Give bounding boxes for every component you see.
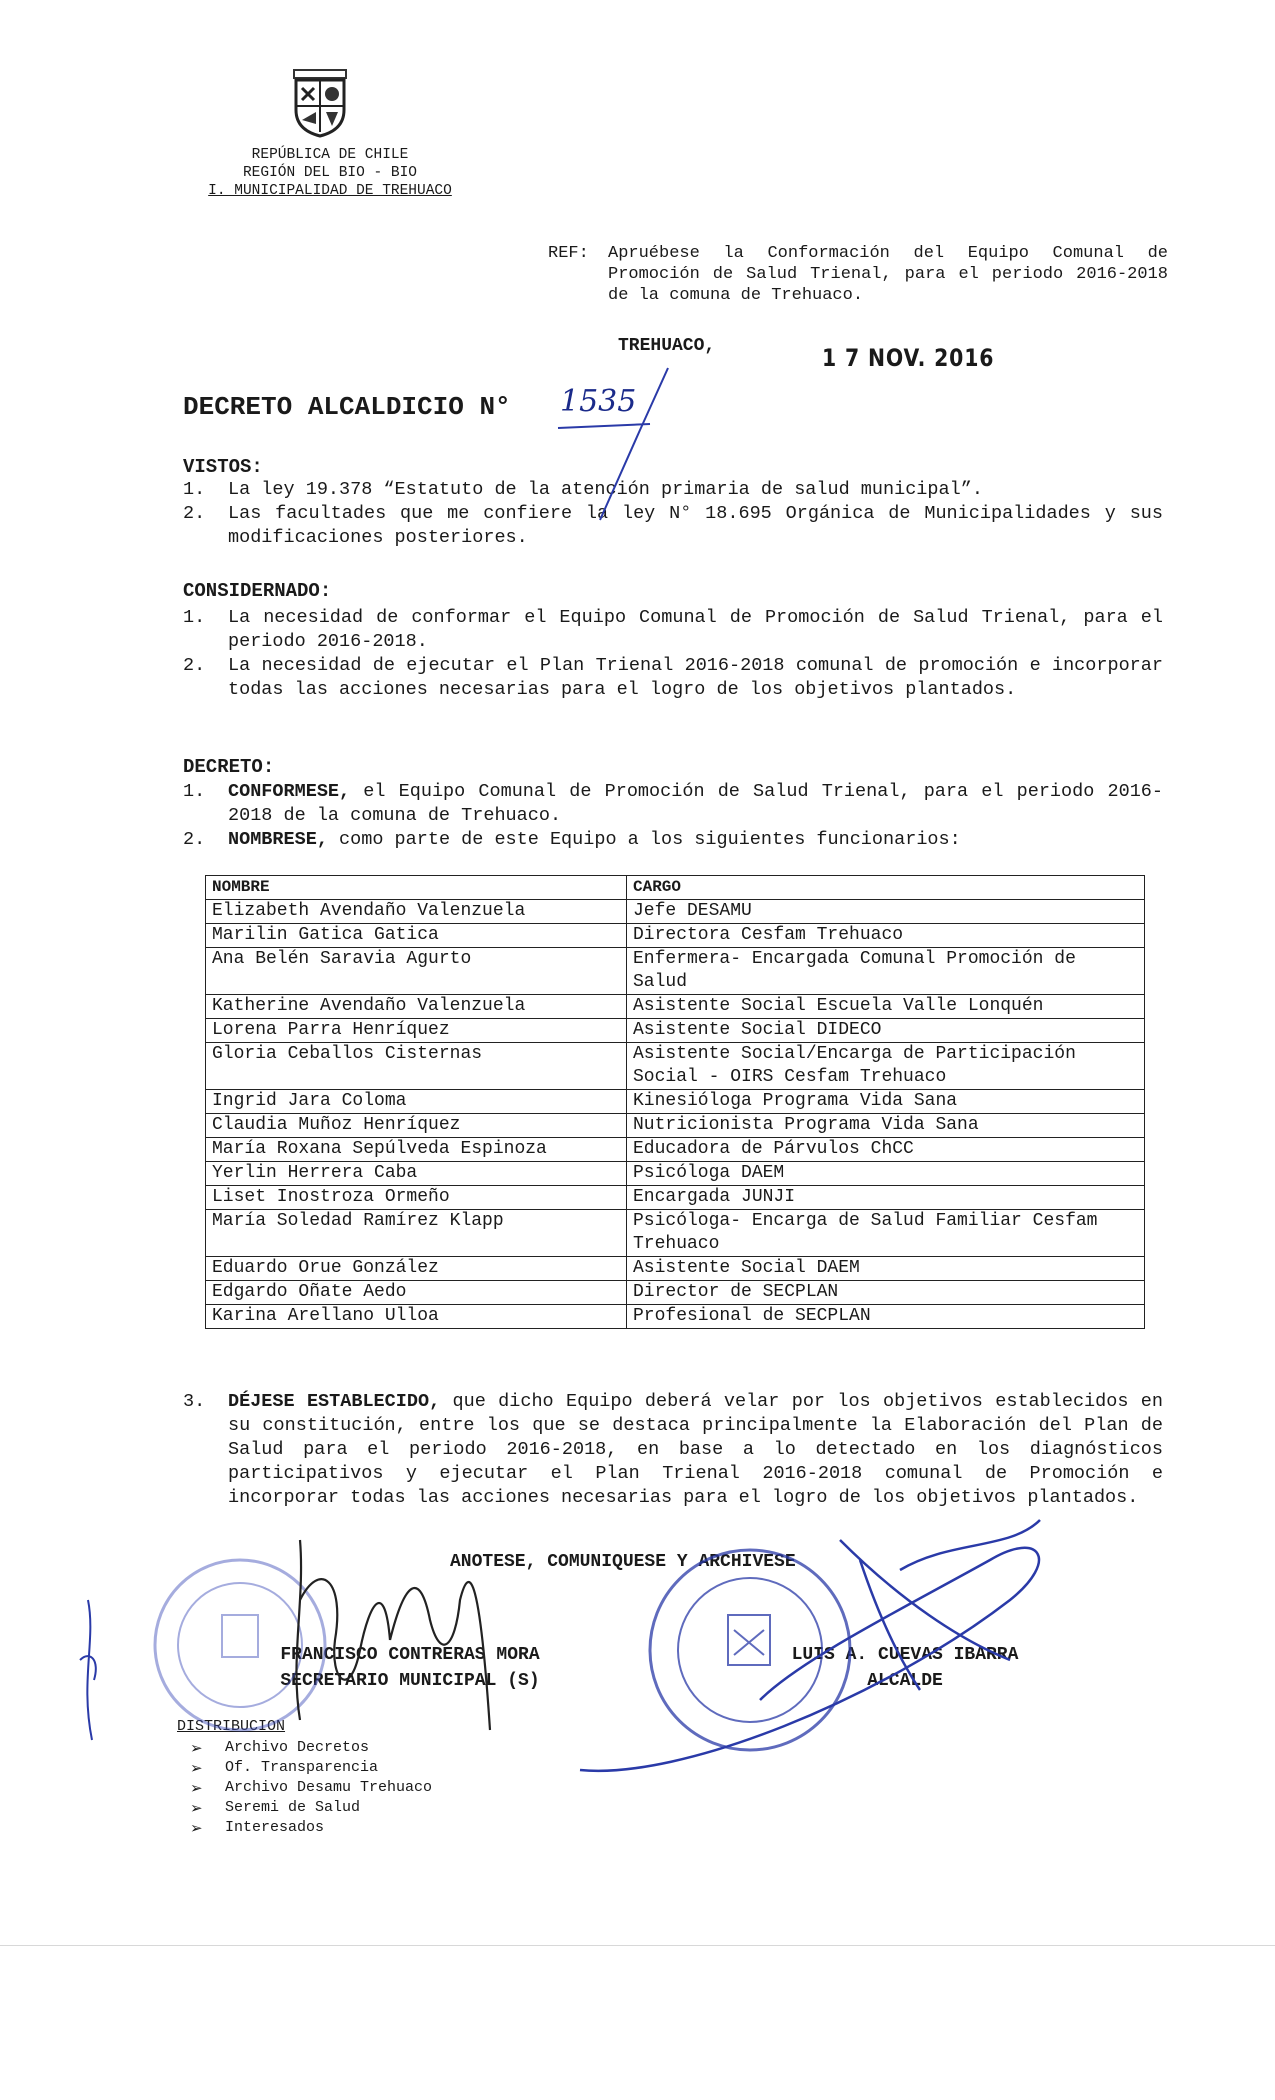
list-item: 2. La necesidad de ejecutar el Plan Trienal 2016-2018 comunal de promoción e incorporar todas las acciones necesarias para el logro de los objetivos plantados. <box>183 655 1163 700</box>
list-item: ➢ Archivo Desamu Trehuaco <box>190 1779 433 1797</box>
cell-role: Educadora de Párvulos ChCC <box>627 1138 1145 1162</box>
decreto-list-continued <box>183 1390 1163 1510</box>
cell-name: Ana Belén Saravia Agurto <box>206 948 627 995</box>
cell-name: María Roxana Sepúlveda Espinoza <box>206 1138 627 1162</box>
decreto-heading: DECRETO: <box>183 756 275 778</box>
ref-text: Apruébese la Conformación del Equipo Comunal de Promoción de Salud Trienal, para el periodo 2016-2018 de la comuna de Trehuaco. <box>608 244 1168 305</box>
cell-name: Gloria Ceballos Cisternas <box>206 1043 627 1090</box>
list-item: 1. CONFORMESE, el Equipo Comunal de Promoción de Salud Trienal, para el periodo 2016-2018 de la comuna de Trehuaco. <box>183 781 1163 826</box>
decree-number-underline <box>558 424 650 428</box>
cell-role: Asistente Social Escuela Valle Lonquén <box>627 995 1145 1019</box>
table-row <box>206 948 1145 995</box>
cell-role: Jefe DESAMU <box>627 900 1145 924</box>
table-row <box>206 1090 1145 1114</box>
distribution-list <box>190 1738 432 1838</box>
header-region: REGIÓN DEL BIO - BIO <box>242 165 418 181</box>
staff-table <box>205 875 1145 1329</box>
cell-role: Psicóloga DAEM <box>627 1162 1145 1186</box>
cell-role: Enfermera- Encargada Comunal Promoción de Salud <box>627 948 1145 995</box>
signer-name: LUIS A. CUEVAS IBARRA <box>791 1645 1019 1665</box>
margin-mark <box>80 1600 96 1740</box>
table-row <box>206 900 1145 924</box>
closing-formula: ANOTESE, COMUNIQUESE Y ARCHIVESE <box>450 1552 796 1572</box>
table-row <box>206 995 1145 1019</box>
considerando-heading: CONSIDERNADO: <box>183 580 332 602</box>
arrow-bullet-icon: ➢ <box>190 1819 203 1837</box>
list-item: ➢ Archivo Decretos <box>190 1739 370 1757</box>
cell-name: Lorena Parra Henríquez <box>206 1019 627 1043</box>
cell-name: Eduardo Orue González <box>206 1257 627 1281</box>
table-row <box>206 1138 1145 1162</box>
issuer-header <box>180 146 480 200</box>
cell-role: Nutricionista Programa Vida Sana <box>627 1114 1145 1138</box>
list-item: 2. NOMBRESE, como parte de este Equipo a los siguientes funcionarios: <box>183 829 961 850</box>
reference-block <box>548 243 1168 306</box>
table-row <box>206 1281 1145 1305</box>
cell-role: Asistente Social DAEM <box>627 1257 1145 1281</box>
municipal-crest-icon <box>288 66 352 138</box>
arrow-bullet-icon: ➢ <box>190 1779 203 1797</box>
decree-number-handwritten: 1535 <box>560 384 637 419</box>
vistos-list <box>183 478 1163 550</box>
table-row <box>206 1305 1145 1329</box>
table-row <box>206 1257 1145 1281</box>
cell-role: Directora Cesfam Trehuaco <box>627 924 1145 948</box>
cell-name: Ingrid Jara Coloma <box>206 1090 627 1114</box>
cell-name: Claudia Muñoz Henríquez <box>206 1114 627 1138</box>
cell-name: Elizabeth Avendaño Valenzuela <box>206 900 627 924</box>
header-municipality: I. MUNICIPALIDAD DE TREHUACO <box>208 183 452 199</box>
considerando-list <box>183 606 1163 702</box>
column-header-role: CARGO <box>627 876 1145 900</box>
list-item: 1. La necesidad de conformar el Equipo Comunal de Promoción de Salud Trienal, para el periodo 2016-2018. <box>183 607 1163 652</box>
arrow-bullet-icon: ➢ <box>190 1739 203 1757</box>
signer-title: ALCALDE <box>867 1671 943 1691</box>
table-row <box>206 1114 1145 1138</box>
list-item: ➢ Interesados <box>190 1819 325 1837</box>
decree-title: DECRETO ALCALDICIO N° <box>183 392 511 422</box>
signature-block-secretary <box>240 1642 580 1694</box>
cell-role: Psicóloga- Encarga de Salud Familiar Cesfam Trehuaco <box>627 1210 1145 1257</box>
list-item: ➢ Seremi de Salud <box>190 1799 361 1817</box>
list-item: ➢ Of. Transparencia <box>190 1759 379 1777</box>
cell-name: María Soledad Ramírez Klapp <box>206 1210 627 1257</box>
place: TREHUACO, <box>618 336 716 356</box>
table-row <box>206 1186 1145 1210</box>
table-row <box>206 1162 1145 1186</box>
table-header-row <box>206 876 1145 900</box>
cell-name: Karina Arellano Ulloa <box>206 1305 627 1329</box>
cell-role: Asistente Social/Encarga de Participación Social - OIRS Cesfam Trehuaco <box>627 1043 1145 1090</box>
signature-block-mayor <box>740 1642 1070 1694</box>
cell-name: Katherine Avendaño Valenzuela <box>206 995 627 1019</box>
arrow-bullet-icon: ➢ <box>190 1759 203 1777</box>
arrow-bullet-icon: ➢ <box>190 1799 203 1817</box>
decreto-list <box>183 780 1163 852</box>
cell-name: Liset Inostroza Ormeño <box>206 1186 627 1210</box>
ref-label: REF: <box>548 244 589 263</box>
table-body <box>206 900 1145 1329</box>
cell-role: Kinesióloga Programa Vida Sana <box>627 1090 1145 1114</box>
cell-role: Director de SECPLAN <box>627 1281 1145 1305</box>
table-row <box>206 1043 1145 1090</box>
table-row <box>206 1210 1145 1257</box>
distribution-title: DISTRIBUCION <box>177 1718 286 1735</box>
column-header-name: NOMBRE <box>206 876 627 900</box>
cell-name: Edgardo Oñate Aedo <box>206 1281 627 1305</box>
cell-name: Marilin Gatica Gatica <box>206 924 627 948</box>
cell-role: Asistente Social DIDECO <box>627 1019 1145 1043</box>
list-item: 2. Las facultades que me confiere la ley N° 18.695 Orgánica de Municipalidades y sus modificaciones posteriores. <box>183 503 1163 548</box>
cell-name: Yerlin Herrera Caba <box>206 1162 627 1186</box>
table-row <box>206 1019 1145 1043</box>
signer-name: FRANCISCO CONTRERAS MORA <box>280 1645 540 1665</box>
signer-title: SECRETARIO MUNICIPAL (S) <box>280 1671 540 1691</box>
vistos-heading: VISTOS: <box>183 456 263 478</box>
list-item: 1. La ley 19.378 “Estatuto de la atención primaria de salud municipal”. <box>183 479 983 500</box>
cell-role: Encargada JUNJI <box>627 1186 1145 1210</box>
list-item: 3. DÉJESE ESTABLECIDO, que dicho Equipo deberá velar por los objetivos establecidos en su constitución, entre los que se destaca principalmente la Elaboración del Plan de Salud para el periodo 2016-2018, en base a lo detectado en los diagnósticos participativos y ejecutar el Plan Trienal 2016-2018 comunal de Promoción e incorporar todas las acciones necesarias para el logro de los objetivos plantados. <box>183 1391 1164 1508</box>
date-stamp: 1 7 NOV. 2016 <box>822 344 995 372</box>
table-row <box>206 924 1145 948</box>
cell-role: Profesional de SECPLAN <box>627 1305 1145 1329</box>
header-country: REPÚBLICA DE CHILE <box>251 147 409 163</box>
